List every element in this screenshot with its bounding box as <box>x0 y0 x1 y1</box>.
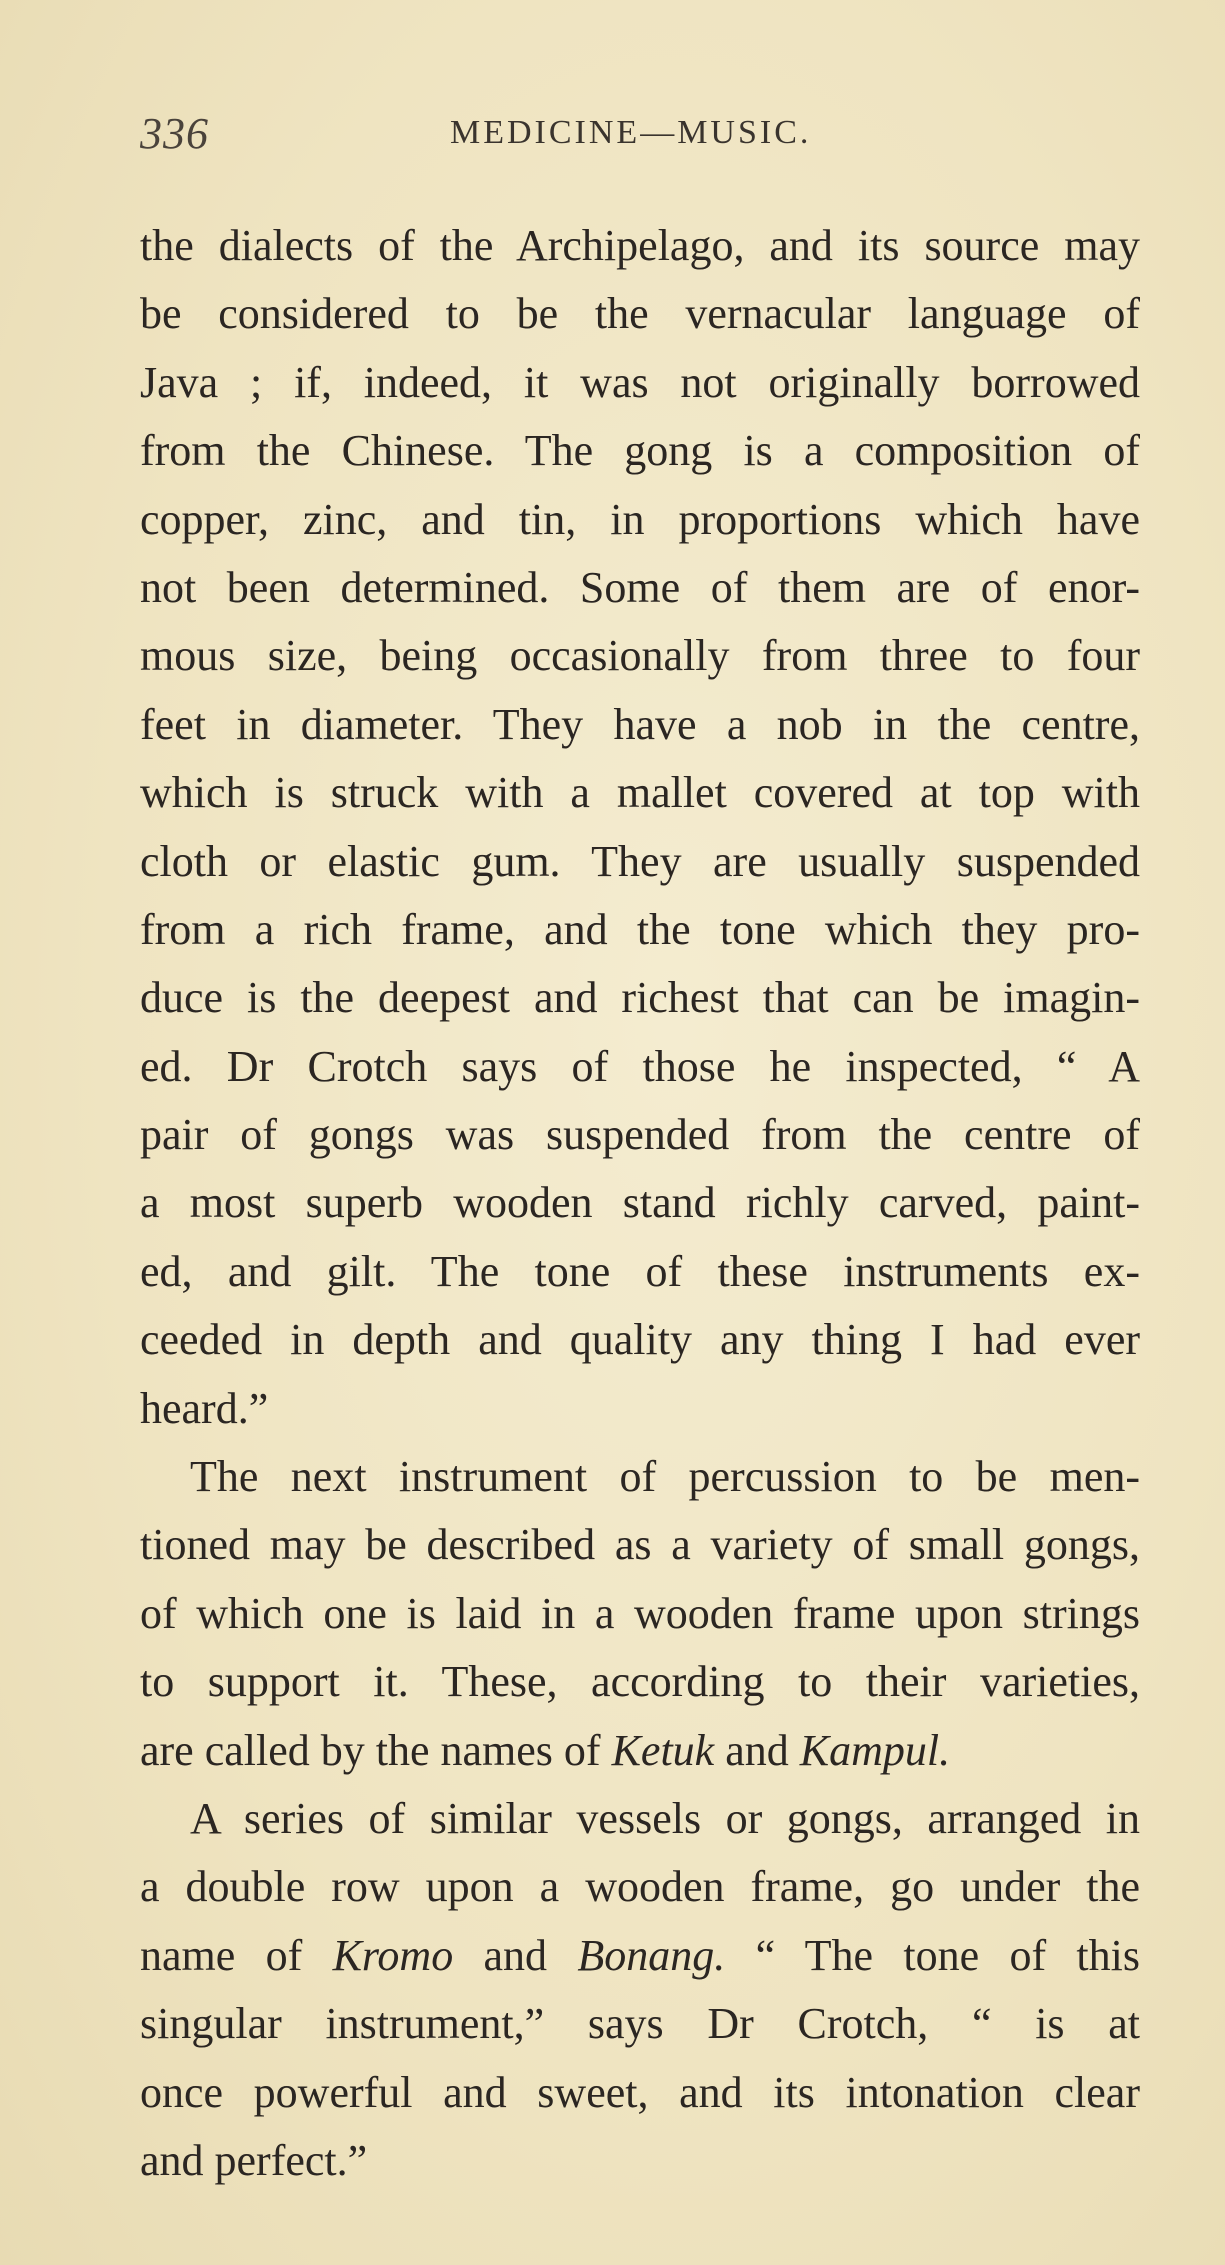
body-text <box>140 212 1140 2195</box>
text-line: Java ; if, indeed, it was not originally borrowed <box>140 357 1140 407</box>
text-line: feet in diameter. They have a nob in the centre, <box>140 699 1140 749</box>
italic-term: Kampul. <box>799 1725 951 1775</box>
text-line: singular instrument,” says Dr Crotch, “ is at <box>140 1999 1140 2049</box>
page-number: 336 <box>140 109 209 158</box>
text-line: of which one is laid in a wooden frame upon strings <box>140 1588 1140 1638</box>
text-line: not been determined. Some of them are of enor- <box>140 562 1140 612</box>
text-line: tioned may be described as a variety of small gongs, <box>140 1520 1140 1570</box>
italic-term: Bonang. <box>577 1930 726 1980</box>
text-line: duce is the deepest and richest that can be imagin- <box>140 973 1140 1023</box>
text-line: pair of gongs was suspended from the centre of <box>140 1110 1140 1160</box>
text-line: the dialects of the Archipelago, and its source may <box>140 221 1140 270</box>
italic-term: Kromo <box>332 1930 454 1980</box>
text-line: mous size, being occasionally from three to four <box>140 631 1140 681</box>
text-line: a most superb wooden stand richly carved, paint- <box>140 1178 1140 1228</box>
text-segment: and <box>453 1930 578 1980</box>
text-segment: and <box>714 1725 800 1775</box>
text-line: which is struck with a mallet covered at top with <box>140 768 1140 818</box>
text-line: cloth or elastic gum. They are usually suspended <box>140 836 1140 886</box>
text-line: from the Chinese. The gong is a composition of <box>140 426 1140 476</box>
text-segment: “ The tone of this <box>725 1930 1140 1980</box>
text-line: heard.” <box>140 1383 269 1433</box>
text-line: ed, and gilt. The tone of these instruments ex- <box>140 1246 1140 1296</box>
running-head <box>140 108 1130 164</box>
text-segment: are called by the names of <box>140 1725 612 1775</box>
text-line: be considered to be the vernacular language of <box>140 289 1140 339</box>
italic-term: Ketuk <box>611 1725 715 1775</box>
text-line: and perfect.” <box>140 2135 368 2185</box>
text-line: from a rich frame, and the tone which they pro- <box>140 904 1140 954</box>
text-line: ceeded in depth and quality any thing I had ever <box>140 1315 1140 1365</box>
text-segment: name of <box>140 1930 333 1980</box>
text-line: A series of similar vessels or gongs, arranged in <box>190 1793 1140 1843</box>
text-line: The next instrument of percussion to be men- <box>190 1452 1140 1502</box>
text-line: once powerful and sweet, and its intonation clear <box>140 2067 1140 2117</box>
running-title: MEDICINE—MUSIC. <box>450 114 812 151</box>
text-line: a double row upon a wooden frame, go under the <box>140 1862 1140 1912</box>
text-line: to support it. These, according to their varieties, <box>140 1657 1140 1707</box>
text-line: ed. Dr Crotch says of those he inspected, “ A <box>140 1041 1140 1091</box>
text-line: copper, zinc, and tin, in proportions which have <box>140 494 1140 544</box>
text-line <box>140 1922 1140 1990</box>
text-line <box>140 1717 1140 1785</box>
